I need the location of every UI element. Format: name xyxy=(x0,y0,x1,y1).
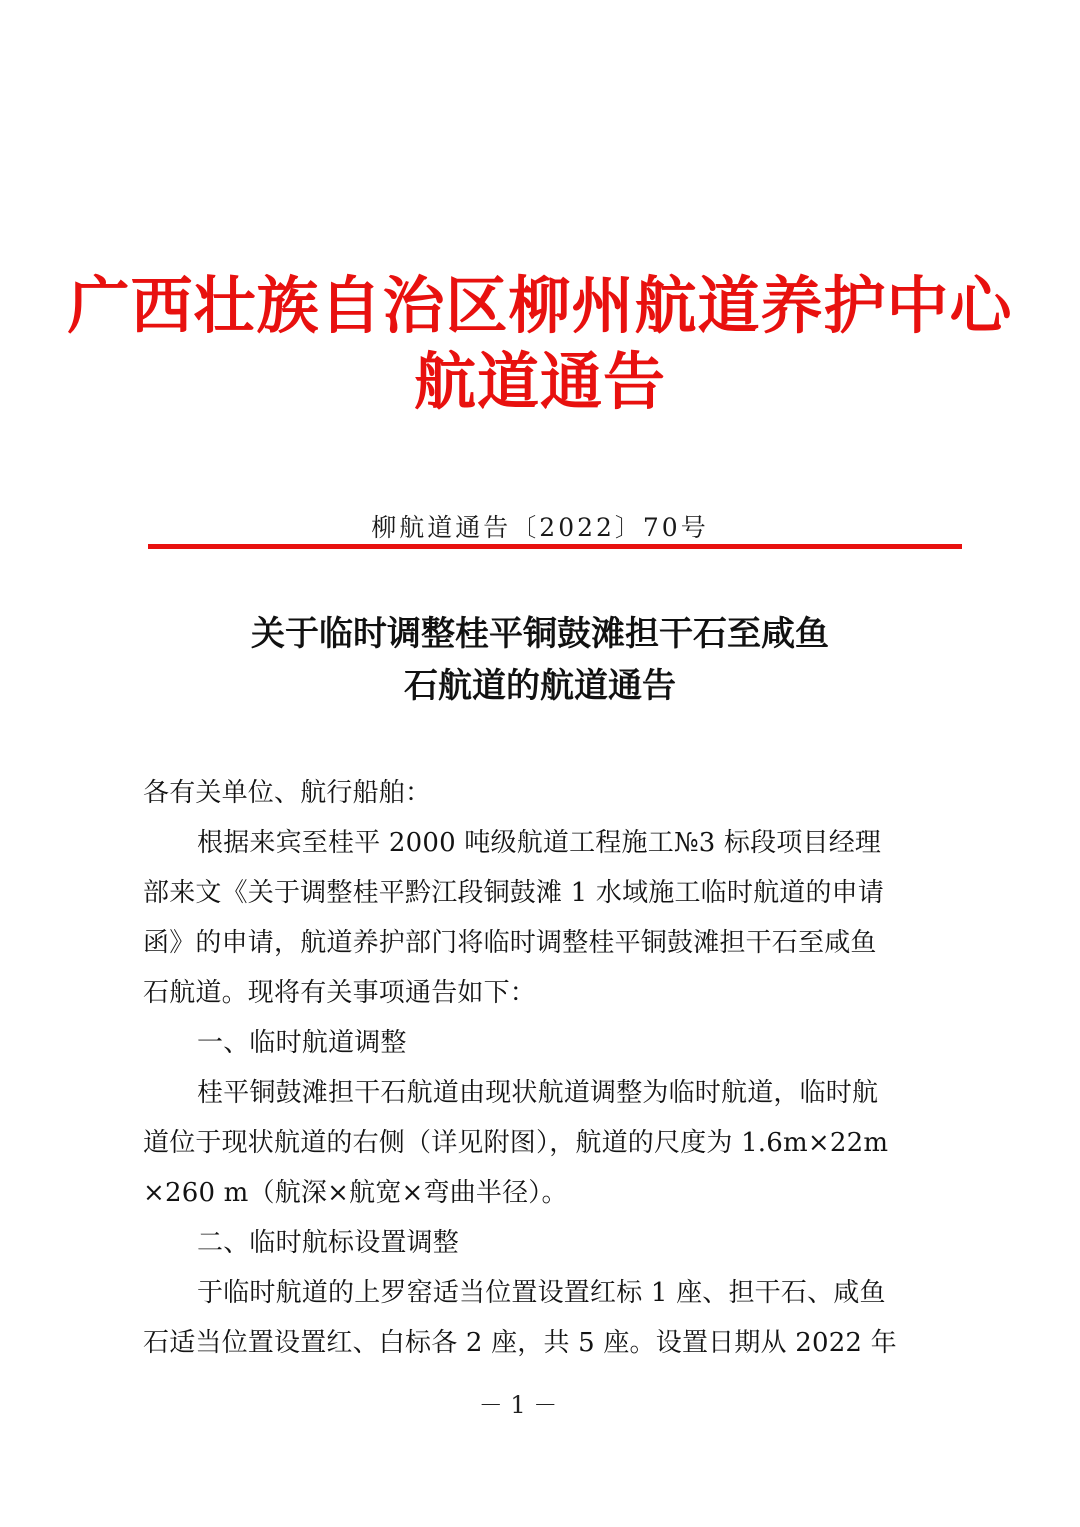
body-line: 于临时航道的上罗窑适当位置设置红标 1 座、担干石、咸鱼 xyxy=(197,1278,886,1308)
page-number-footer: － 1 － xyxy=(478,1391,558,1419)
document-number: 柳航道通告〔2022〕70号 xyxy=(371,513,709,542)
body-line: 函》的申请，航道养护部门将临时调整桂平铜鼓滩担干石至咸鱼 xyxy=(143,928,877,958)
masthead xyxy=(0,268,1080,420)
subject-title xyxy=(150,608,930,712)
body-line: ×260 m（航深×航宽×弯曲半径）。 xyxy=(143,1178,568,1208)
body-line: 部来文《关于调整桂平黔江段铜鼓滩 1 水域施工临时航道的申请 xyxy=(143,878,885,908)
body-line: 石适当位置设置红、白标各 2 座，共 5 座。设置日期从 2022 年 xyxy=(143,1328,897,1358)
body-line: 石航道。现将有关事项通告如下： xyxy=(143,978,537,1008)
subject-title-line-2: 石航道的航道通告 xyxy=(404,666,676,706)
masthead-line-1: 广西壮族自治区柳州航道养护中心 xyxy=(67,269,1013,342)
masthead-line-2: 航道通告 xyxy=(413,345,666,418)
subject-title-line-1: 关于临时调整桂平铜鼓滩担干石至咸鱼 xyxy=(251,614,829,654)
body-line: 各有关单位、航行船舶： xyxy=(143,778,432,808)
red-separator-rule xyxy=(148,544,962,549)
body-line: 一、临时航道调整 xyxy=(197,1028,407,1058)
body-line: 根据来宾至桂平 2000 吨级航道工程施工№3 标段项目经理 xyxy=(197,828,882,858)
body-line: 道位于现状航道的右侧（详见附图），航道的尺度为 1.6m×22m xyxy=(143,1128,889,1158)
body-line: 二、临时航标设置调整 xyxy=(197,1228,460,1258)
document-body xyxy=(143,768,955,1368)
body-line: 桂平铜鼓滩担干石航道由现状航道调整为临时航道，临时航 xyxy=(197,1078,879,1108)
